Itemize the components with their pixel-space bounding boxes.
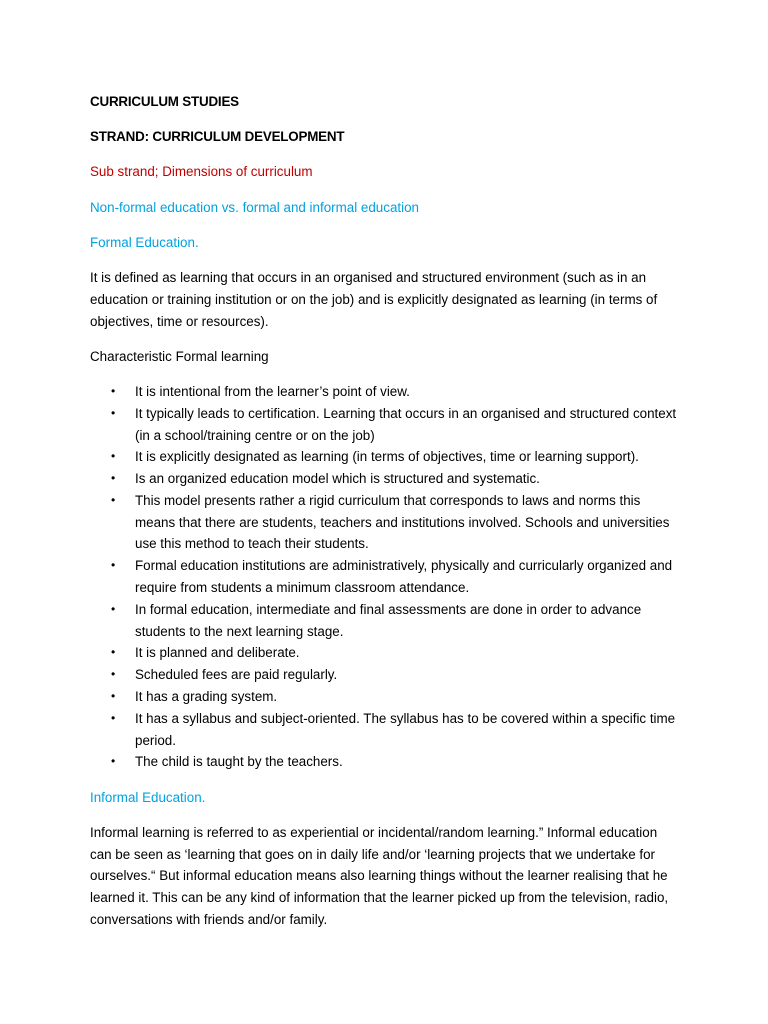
list-item: • The child is taught by the teachers. bbox=[90, 751, 680, 773]
list-item: • Scheduled fees are paid regularly. bbox=[90, 664, 680, 686]
bullet-icon: • bbox=[111, 754, 116, 769]
topic-heading: Non-formal education vs. formal and informal education bbox=[90, 199, 419, 215]
informal-education-heading: Informal Education. bbox=[90, 789, 206, 805]
bullet-icon: • bbox=[111, 710, 116, 725]
list-item: • Is an organized education model which is structured and systematic. bbox=[90, 468, 680, 490]
formal-education-heading: Formal Education. bbox=[90, 234, 199, 250]
bullet-icon: • bbox=[111, 405, 116, 420]
list-item: • It is explicitly designated as learning (in terms of objectives, time or learning support). bbox=[90, 446, 680, 468]
list-item: • It has a syllabus and subject-oriented. The syllabus has to be covered within a specific time period. bbox=[90, 708, 680, 752]
characteristics-list bbox=[90, 381, 680, 773]
bullet-icon: • bbox=[111, 689, 116, 704]
list-item: • Formal education institutions are administratively, physically and curricularly organized and require from students a minimum classroom attendance. bbox=[90, 555, 680, 599]
document-title: CURRICULUM STUDIES bbox=[90, 94, 239, 109]
formal-education-paragraph: It is defined as learning that occurs in an organised and structured environment (such as in an education or training institution or on the job) and is explicitly designated as learning (in terms of objectives, time or resources). bbox=[90, 269, 658, 329]
list-item: • It has a grading system. bbox=[90, 686, 680, 708]
bullet-icon: • bbox=[111, 558, 116, 573]
bullet-icon: • bbox=[111, 449, 116, 464]
document-page bbox=[90, 91, 680, 944]
bullet-icon: • bbox=[111, 471, 116, 486]
bullet-icon: • bbox=[111, 492, 116, 507]
informal-education-paragraph: Informal learning is referred to as experiential or incidental/random learning.” Informal education can be seen as ‘learning that goes on in daily life and/or ‘learning projects that we undertake for ourselves.“ But informal education means also learning things without the learner realising that he learned it. This can be any kind of information that the learner picked up from the television, radio, conversations with friends and/or family. bbox=[90, 824, 669, 928]
list-item: • It is intentional from the learner’s point of view. bbox=[90, 381, 680, 403]
list-item: • It typically leads to certification. Learning that occurs in an organised and structured context (in a school/training centre or on the job) bbox=[90, 403, 680, 447]
bullet-icon: • bbox=[111, 645, 116, 660]
bullet-icon: • bbox=[111, 383, 116, 398]
bullet-icon: • bbox=[111, 601, 116, 616]
list-item: • In formal education, intermediate and final assessments are done in order to advance students to the next learning stage. bbox=[90, 599, 680, 643]
list-item: • This model presents rather a rigid curriculum that corresponds to laws and norms this means that there are students, teachers and institutions involved. Schools and universities use this method to teach their students. bbox=[90, 490, 680, 555]
list-item: • It is planned and deliberate. bbox=[90, 642, 680, 664]
characteristic-heading: Characteristic Formal learning bbox=[90, 348, 269, 364]
bullet-icon: • bbox=[111, 667, 116, 682]
strand-heading: STRAND: CURRICULUM DEVELOPMENT bbox=[90, 129, 345, 145]
sub-strand-heading: Sub strand; Dimensions of curriculum bbox=[90, 164, 313, 180]
